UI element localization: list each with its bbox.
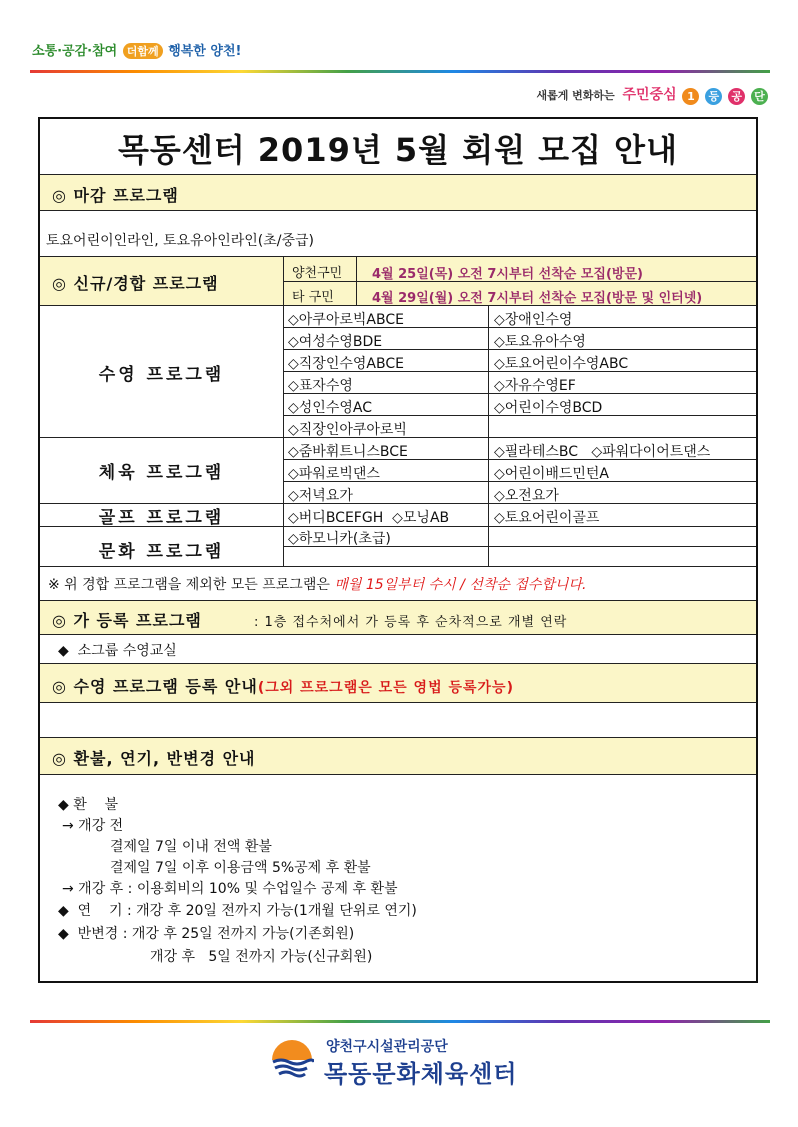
refund-line: ◆ 환 불 [58, 797, 119, 813]
category-swimming: 수영 프로그램 [98, 365, 225, 385]
provisional-heading: ◎ 가 등록 프로그램 [52, 611, 202, 630]
tagline [536, 84, 768, 105]
new-heading: ◎ 신규/경합 프로그램 [52, 274, 219, 293]
footer-org: 양천구시설관리공단 [326, 1039, 448, 1055]
note-highlight: 매월 15일부터 수시 / 선착순 접수합니다. [334, 577, 587, 593]
program-item: ◇토요어린이수영ABC [494, 356, 629, 372]
program-item: ◇표자수영 [288, 378, 353, 394]
refund-line: 개강 후 5일 전까지 가능(신규회원) [150, 949, 373, 965]
refund-line: ◆ 반변경 : 개강 후 25일 전까지 가능(기존회원) [58, 926, 355, 942]
program-item: ◇버디BCEFGH ◇모닝AB [288, 510, 450, 526]
tagline-circle-2: 등 [705, 88, 722, 105]
tagline-circle-4: 단 [751, 88, 768, 105]
page-title: 목동센터 2019년 5월 회원 모집 안내 [118, 131, 678, 169]
refund-line: 결제일 7일 이내 전액 환불 [110, 839, 272, 855]
program-item: ◇저녁요가 [288, 488, 353, 504]
refund-line: → 개강 전 [62, 818, 124, 834]
program-item: ◇자유수영EF [494, 378, 576, 394]
slogan-main: 행복한 양천! [168, 44, 242, 59]
swim-reg-sub: (그외 프로그램은 모든 영법 등록가능) [257, 680, 514, 696]
tagline-small: 새롭게 변화하는 [536, 89, 615, 102]
refund-heading: ◎ 환불, 연기, 반변경 안내 [52, 749, 256, 768]
refund-line: → 개강 후 : 이용회비의 10% 및 수업일수 공제 후 환불 [62, 881, 398, 897]
rainbow-divider-top [30, 70, 770, 73]
tagline-circle-1: 1 [682, 88, 699, 105]
schedule-date-1: 4월 25일(목) 오전 7시부터 선착순 모집(방문) [372, 267, 643, 282]
program-item: ◇토요어린이골프 [494, 510, 600, 526]
rainbow-divider-bottom [30, 1020, 770, 1023]
slogan-prefix: 소통·공감·참여 [32, 44, 118, 59]
program-item: ◇토요유아수영 [494, 334, 586, 350]
program-item: ◇줌바휘트니스BCE [288, 444, 408, 460]
footer-name: 목동문화체육센터 [324, 1060, 518, 1088]
slogan [32, 40, 241, 59]
swim-reg-title: ◎ 수영 프로그램 등록 안내 [52, 677, 258, 696]
closed-programs: 토요어린이인라인, 토요유아인라인(초/중급) [46, 233, 314, 249]
schedule-group-1: 양천구민 [292, 266, 343, 281]
program-item: ◇오전요가 [494, 488, 559, 504]
provisional-sub: : 1층 접수처에서 가 등록 후 순차적으로 개별 연락 [254, 615, 568, 630]
closed-heading: ◎ 마감 프로그램 [52, 186, 179, 205]
provisional-item: ◆ 소그룹 수영교실 [58, 643, 177, 659]
notice-box [38, 117, 758, 983]
program-item: ◇어린이배드민턴A [494, 466, 610, 482]
program-item: ◇하모니카(초급) [288, 531, 391, 547]
category-golf: 골프 프로그램 [98, 508, 225, 528]
tagline-circle-3: 공 [728, 88, 745, 105]
category-sports: 체육 프로그램 [98, 463, 225, 483]
program-item: ◇직장인수영ABCE [288, 356, 404, 372]
program-item: ◇여성수영BDE [288, 334, 383, 350]
note-prefix: ※ 위 경합 프로그램을 제외한 모든 프로그램은 [48, 577, 330, 593]
swim-reg-heading [52, 674, 514, 697]
program-item: ◇파워로빅댄스 [288, 466, 380, 482]
program-item: ◇아쿠아로빅ABCE [288, 312, 404, 328]
program-item: ◇직장인아쿠아로빅 [288, 422, 407, 438]
sun-wave-logo-icon [270, 1038, 314, 1082]
schedule-date-2: 4월 29일(월) 오전 7시부터 선착순 모집(방문 및 인터넷) [372, 291, 703, 306]
program-item: ◇장애인수영 [494, 312, 573, 328]
tagline-big: 주민중심 [622, 87, 677, 103]
category-culture: 문화 프로그램 [98, 542, 225, 562]
program-item: ◇어린이수영BCD [494, 400, 603, 416]
notice-note [48, 574, 586, 594]
refund-line: ◆ 연 기 : 개강 후 20일 전까지 가능(1개월 단위로 연기) [58, 903, 417, 919]
schedule-group-2: 타 구민 [292, 290, 334, 305]
refund-line: 결제일 7일 이후 이용금액 5%공제 후 환불 [110, 860, 371, 876]
program-item: ◇성인수영AC [288, 400, 372, 416]
slogan-badge: 더함께 [123, 43, 163, 59]
program-item: ◇필라테스BC ◇파워다이어트댄스 [494, 444, 711, 460]
